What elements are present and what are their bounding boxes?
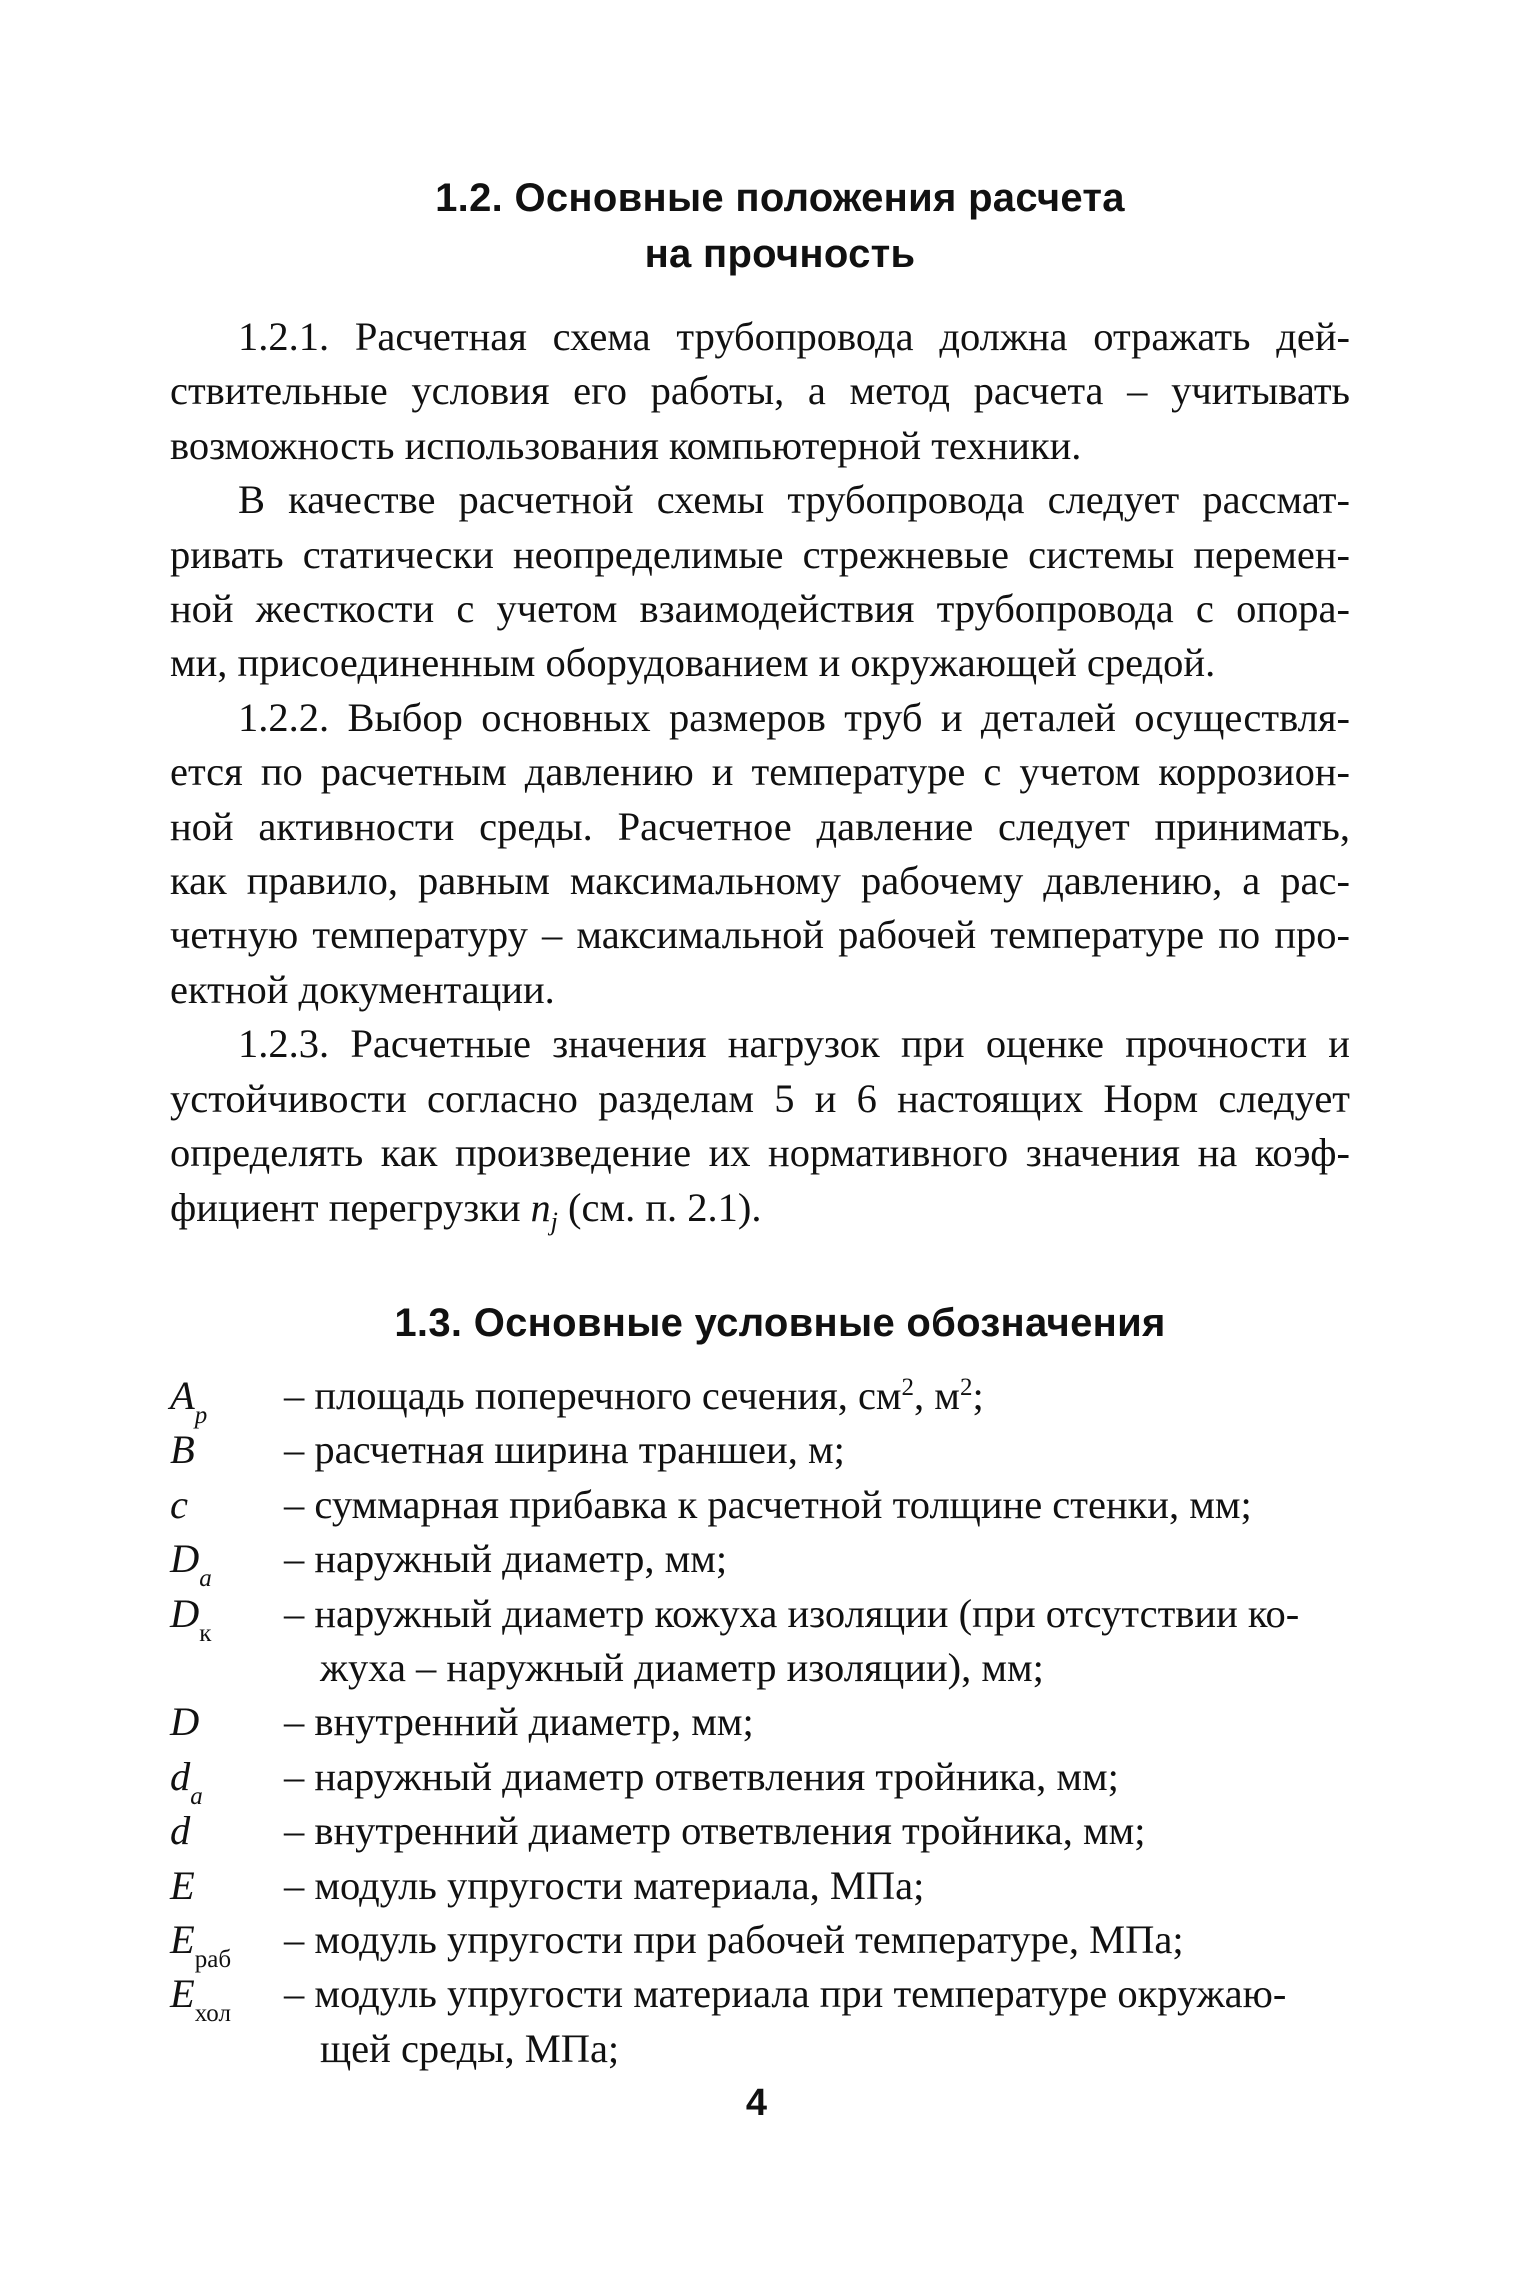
paragraph-line: ной активности среды. Расчетное давление следует принимать, <box>170 803 1350 849</box>
paragraph-line: ется по расчетным давлению и температуре с учетом коррозион- <box>170 749 1350 795</box>
description-text: – площадь поперечного сечения, см <box>284 1372 902 1418</box>
symbol-letter: D <box>170 1536 200 1582</box>
description-line <box>284 1423 1350 1477</box>
symbol-item <box>170 1532 1350 1593</box>
description-line <box>284 1913 1350 1967</box>
description-line <box>284 1695 1350 1749</box>
symbol-notation <box>170 1967 284 2028</box>
description-line <box>284 1967 1350 2021</box>
symbol-description <box>284 1369 1350 1423</box>
overload-factor-symbol <box>530 1184 558 1236</box>
paragraph <box>170 473 1350 691</box>
symbol-letter: B <box>170 1427 195 1473</box>
description-text: – наружный диаметр, мм; <box>284 1536 728 1582</box>
paragraph-line: определять как произведение их нормативного значения на коэф- <box>170 1130 1350 1176</box>
paragraph-line: ми, присоединенным оборудованием и окружающей средой. <box>170 640 1216 686</box>
symbol-item <box>170 1804 1350 1858</box>
description-line <box>284 1478 1350 1532</box>
description-line <box>284 1532 1350 1586</box>
paragraph-line: четную температуру – максимальной рабочей температуре по про- <box>170 912 1350 958</box>
description-text: – модуль упругости при рабочей температуре, МПа; <box>284 1916 1184 1962</box>
symbol-letter: D <box>170 1590 200 1636</box>
symbol-description <box>284 1967 1350 2076</box>
description-line <box>284 1750 1350 1804</box>
symbol-notation <box>170 1369 284 1429</box>
description-text: – внутренний диаметр ответвления тройника, мм; <box>284 1808 1146 1854</box>
symbol-description <box>284 1587 1350 1696</box>
symbol-letter: c <box>170 1481 188 1527</box>
paragraph-line: В качестве расчетной схемы трубопровода следует рассмат- <box>238 477 1350 523</box>
symbol-subscript: a <box>190 1782 203 1810</box>
line-text: фициент перегрузки <box>170 1184 531 1230</box>
section-heading-1-2 <box>210 170 1350 282</box>
symbol-letter: d <box>170 1808 191 1854</box>
symbol-notation <box>170 1423 284 1477</box>
symbol-notation <box>170 1859 284 1913</box>
description-text: – внутренний диаметр, мм; <box>284 1699 754 1745</box>
symbol-notation <box>170 1750 284 1810</box>
symbol-letter: d <box>170 1753 191 1799</box>
symbol-notation <box>170 1532 284 1593</box>
page-number: 4 <box>745 2082 768 2124</box>
superscript: 2 <box>901 1373 915 1401</box>
description-line <box>284 1369 1350 1423</box>
description-text: – модуль упругости материала, МПа; <box>284 1862 925 1908</box>
symbol-item <box>170 1967 1350 2076</box>
symbol-letter: E <box>170 1971 195 2017</box>
paragraph-line <box>170 1181 1350 1249</box>
description-line <box>284 1804 1350 1858</box>
symbol-item <box>170 1750 1350 1810</box>
paragraph <box>170 310 1350 473</box>
description-line: щей среды, МПа; <box>320 2025 620 2071</box>
symbol-notation <box>170 1587 284 1647</box>
symbol-description <box>284 1695 1350 1749</box>
paragraph-line: 1.2.1. Расчетная схема трубопровода должна отражать дей- <box>238 314 1350 359</box>
paragraph-line: ектной документации. <box>170 966 555 1012</box>
paragraph-line: ривать статически неопределимые стрежневые системы перемен- <box>170 531 1350 577</box>
symbols-list <box>170 1369 1350 2076</box>
section-heading-title: 1.3. Основные условные обозначения <box>394 1300 1166 1345</box>
symbol-letter: n <box>530 1184 551 1230</box>
symbol-description <box>284 1423 1350 1477</box>
description-text: , м <box>914 1372 960 1418</box>
paragraph-line: 1.2.3. Расчетные значения нагрузок при оценке прочности и <box>238 1021 1350 1067</box>
paragraph-line: как правило, равным максимальному рабочему давлению, а рас- <box>170 858 1350 904</box>
symbol-subscript: p <box>194 1401 208 1429</box>
description-line <box>284 1587 1350 1641</box>
description-text: – наружный диаметр ответвления тройника, мм; <box>284 1753 1119 1799</box>
symbol-description <box>284 1750 1350 1804</box>
symbol-item <box>170 1913 1350 1973</box>
paragraph-line: 1.2.2. Выбор основных размеров труб и деталей осуществля- <box>238 694 1350 740</box>
symbol-item <box>170 1423 1350 1477</box>
symbol-description <box>284 1913 1350 1967</box>
symbol-letter: A <box>170 1372 195 1418</box>
symbol-notation <box>170 1804 284 1858</box>
body-text <box>170 310 1350 1249</box>
paragraph-line: возможность использования компьютерной техники. <box>170 422 1082 468</box>
symbol-subscript: j <box>550 1206 558 1236</box>
symbol-notation <box>170 1695 284 1749</box>
symbol-letter: D <box>170 1699 200 1745</box>
symbol-notation <box>170 1478 284 1532</box>
paragraph-line: ствительные условия его работы, а метод расчета – учитывать <box>170 368 1350 414</box>
paragraph-line: устойчивости согласно разделам 5 и 6 настоящих Норм следует <box>170 1075 1350 1121</box>
line-text: (см. п. 2.1). <box>557 1184 762 1230</box>
symbol-subscript: хол <box>194 2000 231 2028</box>
symbol-subscript: a <box>199 1565 212 1593</box>
symbol-description <box>284 1804 1350 1858</box>
symbol-item <box>170 1478 1350 1532</box>
symbol-item <box>170 1695 1350 1749</box>
superscript: 2 <box>959 1373 973 1401</box>
symbol-notation <box>170 1913 284 1973</box>
symbol-letter: E <box>170 1862 195 1908</box>
description-line: жуха – наружный диаметр изоляции), мм; <box>320 1644 1044 1690</box>
section-heading-line-1: 1.2. Основные положения расчета <box>435 176 1125 220</box>
symbol-subscript: к <box>199 1619 212 1647</box>
symbol-description <box>284 1859 1350 1913</box>
symbol-letter: E <box>170 1916 195 1962</box>
paragraph <box>170 691 1350 1017</box>
paragraph <box>170 1017 1350 1249</box>
section-heading-line-2: на прочность <box>644 232 916 276</box>
section-heading-1-3 <box>210 1295 1350 1351</box>
description-text: – модуль упругости материала при температуре окружаю- <box>284 1971 1287 2017</box>
symbol-item <box>170 1859 1350 1913</box>
document-page <box>170 170 1350 2076</box>
description-text: – расчетная ширина траншеи, м; <box>284 1427 845 1473</box>
symbol-description <box>284 1478 1350 1532</box>
paragraph-line: ной жесткости с учетом взаимодействия трубопровода с опора- <box>170 586 1350 632</box>
symbol-item <box>170 1587 1350 1696</box>
symbol-item <box>170 1369 1350 1429</box>
symbol-subscript: раб <box>194 1945 232 1973</box>
description-line <box>284 1859 1350 1913</box>
description-text: ; <box>972 1372 984 1418</box>
symbol-description <box>284 1532 1350 1586</box>
description-text: – суммарная прибавка к расчетной толщине стенки, мм; <box>284 1481 1252 1527</box>
description-text: – наружный диаметр кожуха изоляции (при отсутствии ко- <box>284 1590 1300 1636</box>
